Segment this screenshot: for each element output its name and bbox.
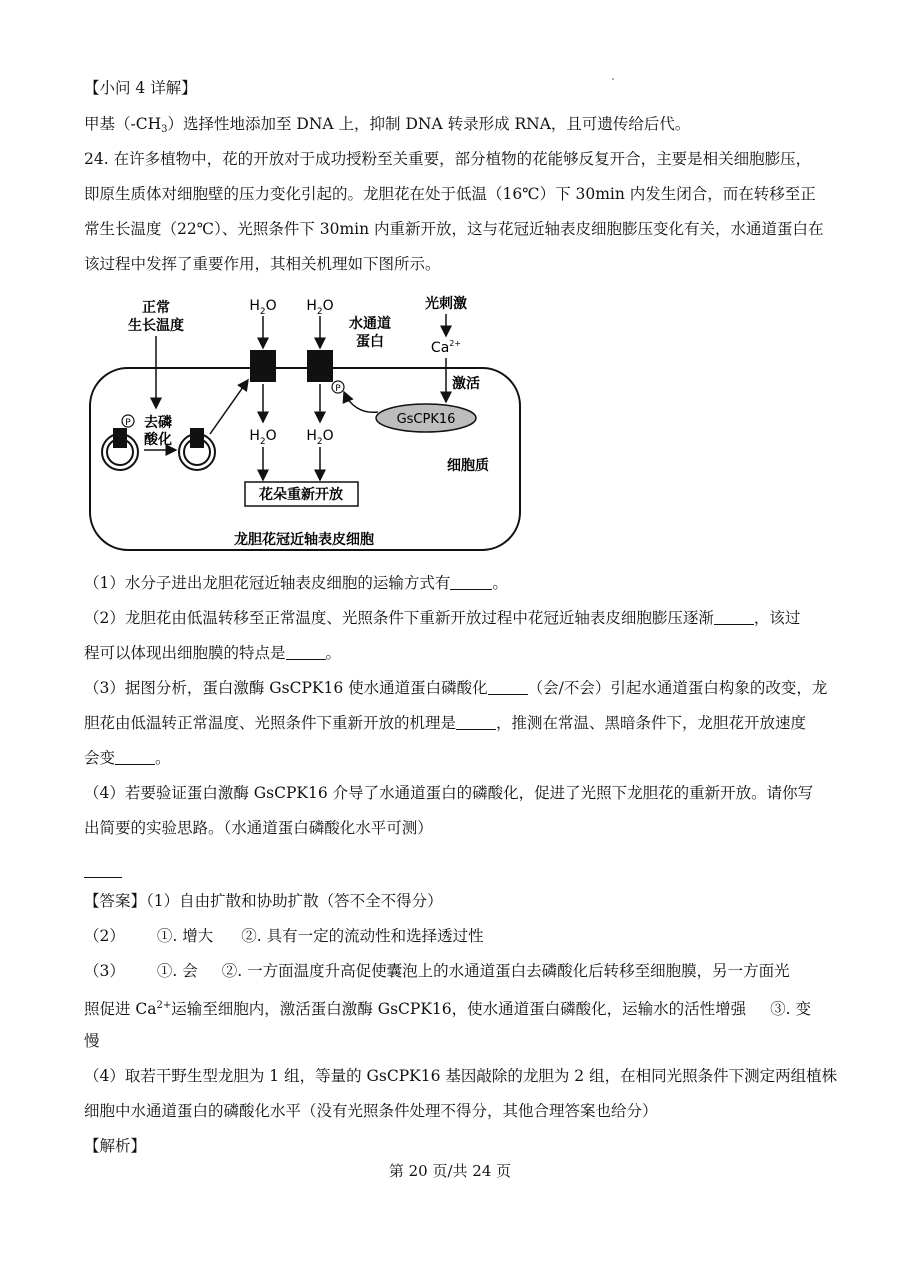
vesicle-dephosphorylated [179,428,215,470]
label-aquaporin-2: 蛋白 [356,334,384,350]
h2o-inside-left: $H_2O$ [249,428,277,447]
question-line-3: 常生长温度（22℃）、光照条件下 30min 内重新开放，这与花冠近轴表皮细胞膨压变化有关，水通道蛋白在 [84,220,824,238]
answer-line-6: （4）取若干野生型龙胆为 1 组，等量的 GsCPK16 基因敲除的龙胆为 2 组，在相同光照条件下测定两组植株 [84,1067,838,1085]
h2o-inside-right: $H_2O$ [306,428,334,447]
mechanism-diagram [80,290,530,555]
label-dephos-2: 酸化 [144,432,172,448]
label-aquaporin-1: 水通道 [349,316,391,332]
answer-line-4: 照促进 $Ca^{2+}$运输至细胞内，激活蛋白激酶 GsCPK16，使水通道蛋白磷酸化，运输水的活性增强 ③. 变 [84,1000,811,1018]
p-label-left: P [125,418,131,428]
scan-dot [612,78,614,80]
vesicle-phosphorylated [102,415,138,470]
q3-line-2: 胆花由低温转正常温度、光照条件下重新开放的机理是 ，推测在常温、黑暗条件下，龙胆花开放速度 [84,714,807,732]
page-footer: 第 20 页/共 24 页 [388,1162,512,1180]
answer-line-5: 慢 [84,1032,100,1050]
q4-line-1: （4）若要验证蛋白激酶 GsCPK16 介导了水通道蛋白的磷酸化，促进了光照下龙胆花的重新开放。请你写 [84,784,814,802]
answer-line-7: 细胞中水通道蛋白的磷酸化水平（没有光照条件处理不得分，其他合理答案也给分） [84,1102,658,1120]
label-activate: 激活 [452,376,480,392]
answer-blank-rule [84,877,122,878]
p-label-aquaporin: P [335,384,341,394]
q4-line-2: 出简要的实验思路。（水通道蛋白磷酸化水平可测） [84,819,433,837]
methyl-line: 甲基$(-CH_3)$选择性地添加至 DNA 上，抑制 DNA 转录形成 RNA，且可遗传给后代。 [84,115,691,135]
q1-line: （1）水分子进出龙胆花冠近轴表皮细胞的运输方式有 。 [84,574,508,592]
label-normal-temp-2: 生长温度 [128,318,184,334]
q3-line-1: （3）据图分析，蛋白激酶 GsCPK16 使水通道蛋白磷酸化 （会/不会）引起水通道蛋白构象的改变，龙 [84,679,828,697]
label-normal-temp-1: 正常 [142,300,170,316]
question-line-4: 该过程中发挥了重要作用，其相关机理如下图所示。 [84,255,441,273]
answer-line-1: 【答案】（1）自由扩散和协助扩散（答不全不得分） [84,892,443,910]
label-cell: 龙胆花冠近轴表皮细胞 [234,532,374,548]
label-cytoplasm: 细胞质 [447,458,489,474]
aquaporin-right [307,350,333,382]
q2-line-2: 程可以体现出细胞膜的特点是 。 [84,644,342,662]
label-dephos-1: 去磷 [144,415,172,431]
label-light: 光刺激 [425,296,467,312]
h2o-top-right: $H_2O$ [306,298,334,317]
label-reopen: 花朵重新开放 [259,487,343,503]
question-line-2: 即原生质体对细胞壁的压力变化引起的。龙胆花在处于低温（16℃）下 30min 内发生闭合，而在转移至正 [84,185,816,203]
q2-line-1: （2）龙胆花由低温转移至正常温度、光照条件下重新开放过程中花冠近轴表皮细胞膨压逐渐 ，该过 [84,609,801,627]
sub4-heading: 【小问 4 详解】 [84,79,197,97]
h2o-top-left: $H_2O$ [249,298,277,317]
answer-line-2: （2） ①. 增大 ②. 具有一定的流动性和选择透过性 [84,927,484,945]
answer-line-3: （3） ①. 会 ②. 一方面温度升高促使囊泡上的水通道蛋白去磷酸化后转移至细胞膜，另一方面光 [84,962,790,980]
aquaporin-left [250,350,276,382]
question-line-1: 24. 在许多植物中，花的开放对于成功授粉至关重要，部分植物的花能够反复开合，主要是相关细胞膨压， [84,150,812,168]
label-ca: $Ca^{2+}$ [430,339,462,356]
label-kinase: GsCPK16 [396,412,456,427]
q3-line-3: 会变 。 [84,749,171,767]
analysis-heading: 【解析】 [84,1137,147,1155]
